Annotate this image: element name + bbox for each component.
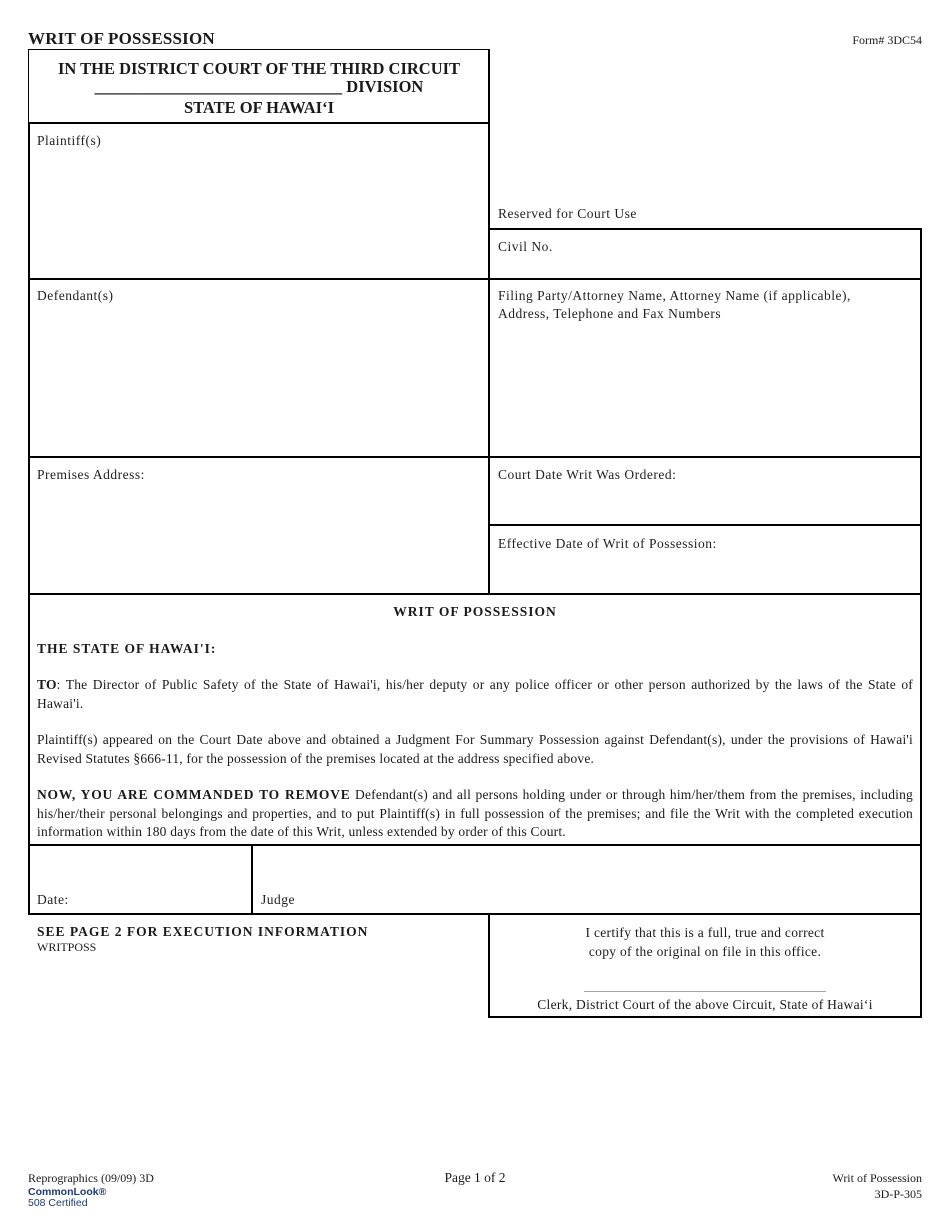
civil-no-field[interactable]: Civil No. [498,239,553,254]
footer-form-name: Writ of Possession [832,1171,922,1185]
rule-signature-bottom [28,913,922,915]
court-caption [28,49,490,123]
rule-defendant-bottom [28,456,922,458]
footer-reprographics: Reprographics (09/09) 3D [28,1171,154,1185]
mid-divider-upper [488,49,490,594]
logo-top-text: CommonLook® [28,1186,107,1198]
filing-party-line1: Filing Party/Attorney Name, Attorney Name (if applicable), [498,288,851,303]
commonlook-logo [28,1187,106,1209]
form-code: WRITPOSS [37,940,97,954]
rule-plaintiff-bottom [28,278,922,280]
date-field[interactable]: Date: [37,892,69,907]
judge-signature-field[interactable]: Judge [261,892,295,907]
command-text: Defendant(s) and all persons holding under or through him/her/them from the premises, including his/her/their personal belongings and properties, and to put Plaintiff(s) in full possession of the premises; and file the Writ with the completed execution information within 180 days from the date of this Writ, unless extended by order of this Court. [37,787,913,839]
court-state: STATE OF HAWAIʻI [183,98,335,117]
judgment-paragraph: Plaintiff(s) appeared on the Court Date above and obtained a Judgment For Summary Possession against Defendant(s), under the provisions of Hawai'i Revised Statutes §666-11, for the possession of the premises located at the address specified above. [37,732,913,766]
division-blank[interactable]: ______________________________ [94,77,343,96]
rule-civil-top [488,228,922,230]
court-name: IN THE DISTRICT COURT OF THE THIRD CIRCUIT [57,59,461,78]
date-judge-divider [251,844,253,914]
filing-party-line2: Address, Telephone and Fax Numbers [498,306,722,321]
form-number: Form# 3DC54 [852,33,922,47]
footer-form-id: 3D-P-305 [874,1187,922,1201]
clerk-box-right [920,913,922,1017]
certify-line1: I certify that this is a full, true and correct [585,925,825,940]
court-date-field[interactable]: Court Date Writ Was Ordered: [498,467,677,482]
form-title: WRIT OF POSSESSION [28,29,215,48]
division-label: DIVISION [346,77,424,96]
page-number: Page 1 of 2 [444,1170,506,1185]
rule-caption-bottom [28,122,489,124]
logo-bottom-text: 508 Certified [28,1197,88,1209]
writ-heading: WRIT OF POSSESSION [393,604,557,619]
left-border [28,122,30,914]
to-label: TO [37,677,57,692]
right-border [920,228,922,914]
command-label: NOW, YOU ARE COMMANDED TO REMOVE [37,787,351,802]
clerk-box-bottom [488,1016,922,1018]
certification-text [490,924,920,961]
filing-party-field[interactable] [498,288,851,322]
clerk-signature-line[interactable]: ____________________________________________ [584,981,826,993]
premises-address-field[interactable]: Premises Address: [37,467,145,482]
effective-date-field[interactable]: Effective Date of Writ of Possession: [498,536,717,551]
to-paragraph [37,676,913,713]
state-heading: THE STATE OF HAWAI'I: [37,641,217,656]
command-paragraph [37,786,913,842]
rule-premises-bottom [28,593,922,595]
to-text: : The Director of Public Safety of the State of Hawai'i, his/her deputy or any police officer or other person authorized by the laws of the State of Hawai'i. [37,677,913,711]
court-division [29,77,489,97]
rule-courtdate-bottom [488,524,922,526]
rule-writ-bottom [28,844,922,846]
certify-line2: copy of the original on file in this office. [588,943,822,959]
clerk-label: Clerk, District Court of the above Circuit, State of Hawaiʻi [537,997,873,1012]
see-page-note: SEE PAGE 2 FOR EXECUTION INFORMATION [37,924,369,939]
defendants-field[interactable]: Defendant(s) [37,288,114,303]
reserved-label: Reserved for Court Use [498,206,637,221]
plaintiffs-field[interactable]: Plaintiff(s) [37,133,102,148]
